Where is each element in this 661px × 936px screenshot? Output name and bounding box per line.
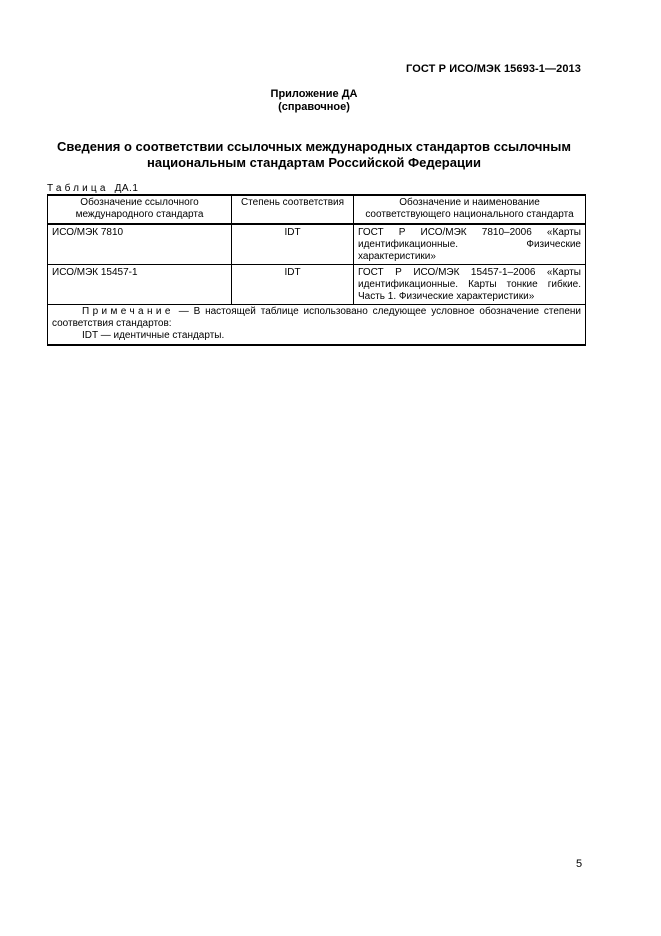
table-caption: [47, 183, 138, 194]
table-caption-word: Таблица: [47, 183, 109, 194]
table-note-row: [48, 305, 586, 346]
cell-international: ИСО/МЭК 15457-1: [48, 265, 232, 305]
table-row: [48, 265, 586, 305]
note-text: [52, 306, 581, 330]
note-body: — В настоящей таблице использовано следующее условное обозначение степени соответствия стандартов:: [52, 306, 581, 329]
column-header-degree: Степень соответствия: [232, 195, 354, 224]
cell-international: ИСО/МЭК 7810: [48, 224, 232, 265]
annex-subtitle: (справочное): [278, 101, 350, 113]
correspondence-table: [47, 194, 586, 346]
annex-heading: [0, 88, 628, 114]
page-title-line-1: Сведения о соответствии ссылочных международных стандартов ссылочным: [57, 139, 571, 154]
cell-degree: IDT: [232, 265, 354, 305]
table-caption-number: ДА.1: [114, 183, 139, 194]
standard-code-header: ГОСТ Р ИСО/МЭК 15693-1—2013: [406, 63, 581, 75]
table-note: [48, 305, 586, 346]
cell-degree: IDT: [232, 224, 354, 265]
cell-national: ГОСТ Р ИСО/МЭК 15457-1–2006 «Карты идентификационные. Карты тонкие гибкие. Часть 1. Физические характеристики»: [354, 265, 586, 305]
cell-national: ГОСТ Р ИСО/МЭК 7810–2006 «Карты идентификационные. Физические характеристики»: [354, 224, 586, 265]
table-row: [48, 224, 586, 265]
column-header-international: Обозначение ссылочного международного стандарта: [48, 195, 232, 224]
column-header-national: Обозначение и наименование соответствующего национального стандарта: [354, 195, 586, 224]
annex-title: Приложение ДА: [270, 88, 358, 100]
page-number: 5: [576, 858, 583, 870]
note-label: Примечание: [82, 306, 174, 317]
table-header-row: [48, 195, 586, 224]
page-title-line-2: национальным стандартам Российской Федерации: [147, 155, 481, 170]
note-legend: IDT — идентичные стандарты.: [82, 330, 225, 341]
page-title: [0, 139, 628, 171]
